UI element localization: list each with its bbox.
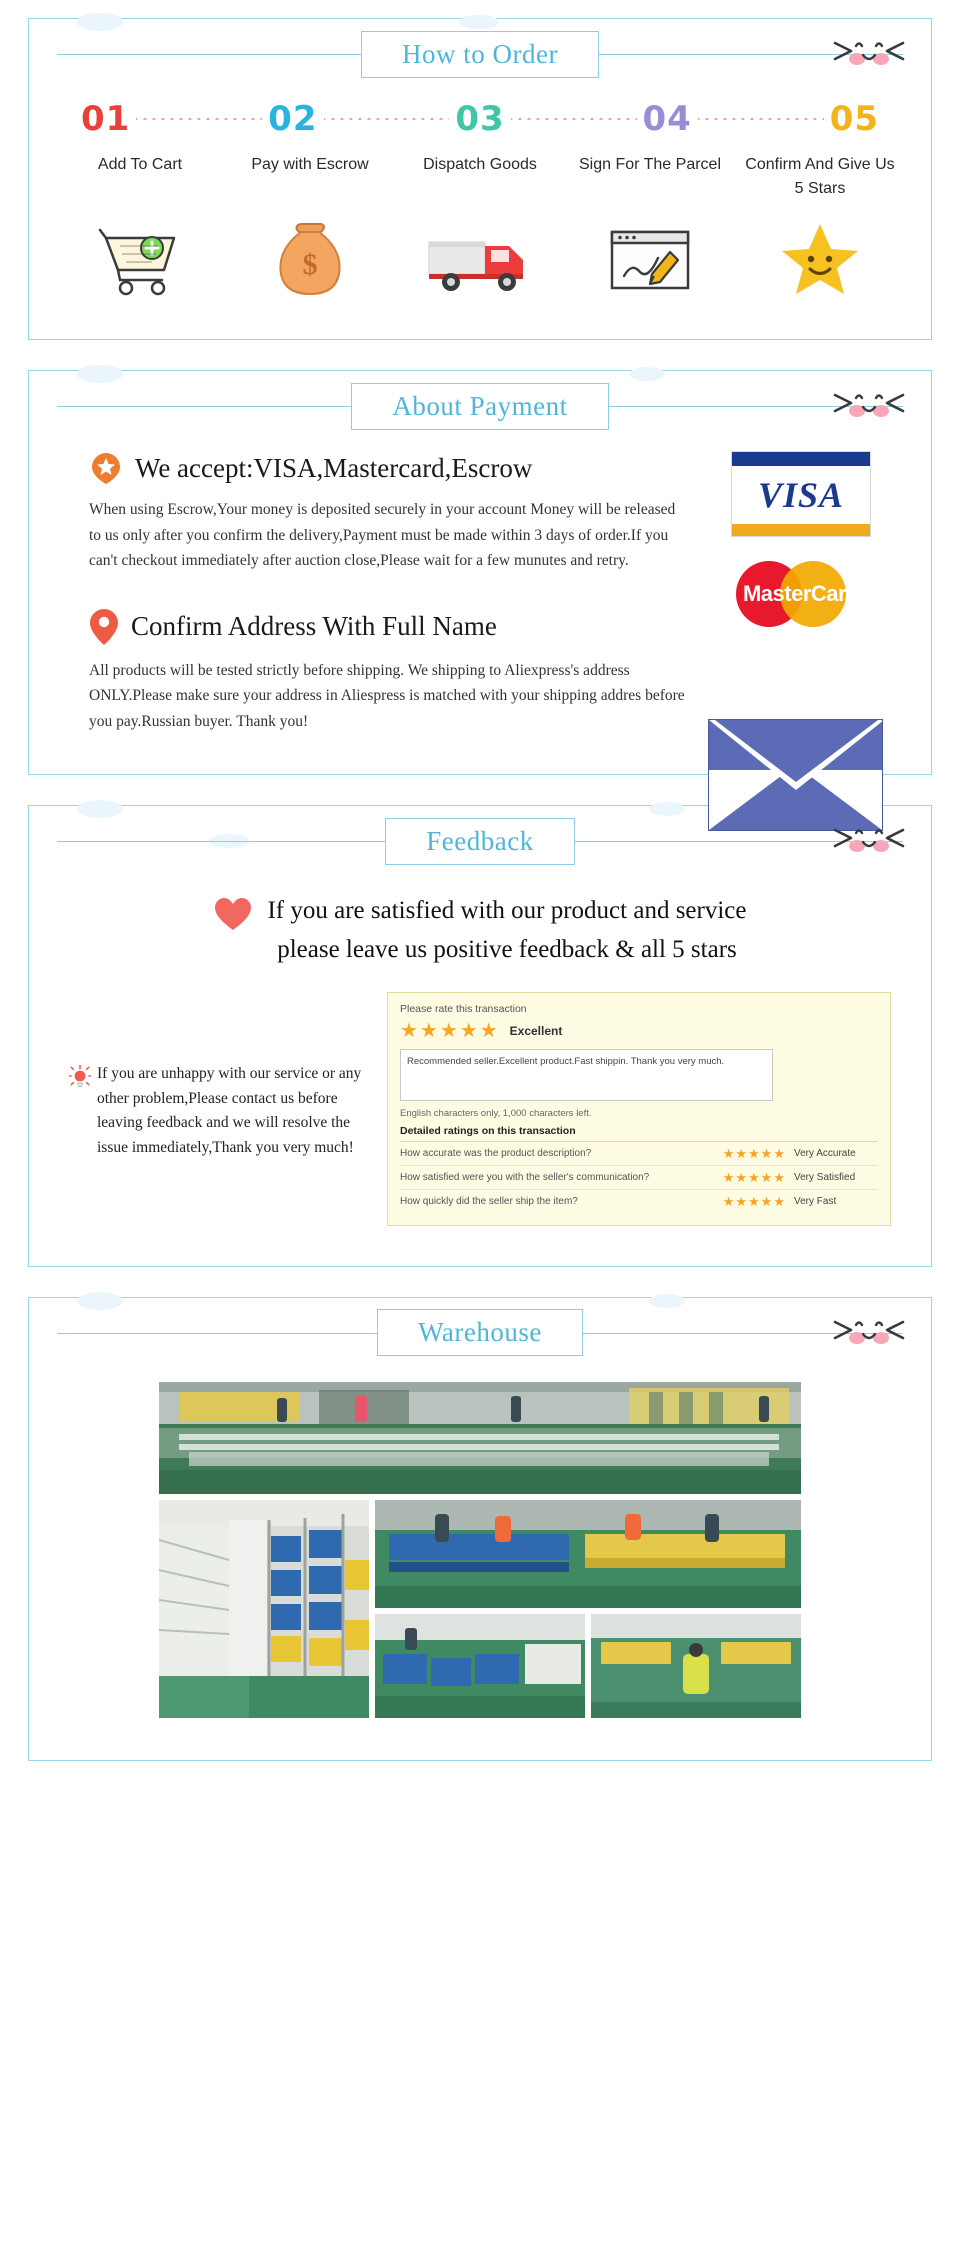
feedback-headline-line2: please leave us positive feedback & all 5 stars	[277, 936, 737, 964]
step-icon-wrap-3	[395, 215, 565, 305]
feedback-left-note	[69, 992, 369, 1161]
warehouse-photo-shelving-aisle	[159, 1500, 369, 1718]
feedback-headline-text	[267, 892, 746, 970]
dotted-connector	[698, 118, 824, 120]
rating-row-stars[interactable]: ★★★★★	[722, 1145, 786, 1161]
feedback-body	[29, 970, 931, 1266]
payment-heading-2: Confirm Address With Full Name	[131, 611, 497, 642]
smiley-face-icon	[829, 1312, 909, 1356]
smiling-star-icon	[778, 220, 862, 300]
rating-row-value: Very Satisfied	[794, 1171, 856, 1183]
rating-question: How satisfied were you with the seller's communication?	[400, 1171, 650, 1183]
section-how-to-order	[28, 18, 932, 340]
rating-prompt: Please rate this transaction	[400, 1002, 527, 1015]
delivery-truck-icon	[425, 224, 535, 296]
warehouse-photo-sorting-tables	[375, 1500, 801, 1608]
step-number-02: 02	[268, 99, 318, 139]
warehouse-photo-blue-bins	[375, 1614, 585, 1718]
step-number-01: 01	[81, 99, 131, 139]
step-icons-row	[29, 201, 931, 339]
section-title-how-to-order	[29, 19, 931, 89]
section-about-payment	[28, 370, 932, 775]
warehouse-row-2	[159, 1500, 801, 1718]
dotted-connector	[136, 118, 262, 120]
section-title-warehouse	[29, 1298, 931, 1368]
heart-icon	[213, 896, 253, 932]
step-number-04: 04	[642, 99, 692, 139]
rating-row-value: Very Fast	[794, 1195, 837, 1207]
rating-comment-textarea[interactable]: Recommended seller.Excellent product.Fast shippin. Thank you very much.	[400, 1049, 773, 1101]
feedback-rating-screenshot	[387, 992, 891, 1226]
feedback-headline-line1: If you are satisfied with our product and service	[267, 897, 747, 925]
rating-stars-row	[400, 1021, 878, 1041]
smiley-face-icon	[829, 33, 909, 77]
payment-heading-1: We accept:VISA,Mastercard,Escrow	[135, 452, 533, 483]
title-text: Feedback	[385, 818, 574, 865]
dotted-connector	[324, 118, 450, 120]
warehouse-photo-worker-vest	[591, 1614, 801, 1718]
rating-chars-note: English characters only, 1,000 characters left.	[400, 1107, 592, 1119]
step-icon-wrap-2	[225, 215, 395, 305]
section-feedback	[28, 805, 932, 1267]
warehouse-photo-grid	[29, 1368, 931, 1760]
step-icon-wrap-5	[735, 215, 905, 305]
visa-card-logo	[731, 451, 871, 537]
dotted-connector	[511, 118, 637, 120]
mastercard-logo	[731, 551, 871, 637]
shopping-cart-icon	[96, 222, 184, 298]
step-labels-row	[29, 139, 931, 201]
section-title-feedback	[29, 806, 931, 876]
warehouse-right-stack	[375, 1500, 801, 1718]
map-pin-icon	[89, 608, 119, 646]
rating-question: How accurate was the product description?	[400, 1147, 592, 1159]
title-text: How to Order	[361, 31, 599, 78]
payment-paragraph-2: All products will be tested strictly before shipping. We shipping to Aliexpress's address ONLY.Please make sure your address in Aliespress is matched with your shipping addres before you pay.Russian buyer. Thank you!	[89, 661, 685, 730]
rating-detail-row	[400, 1190, 878, 1213]
rating-row-value: Very Accurate	[794, 1147, 856, 1159]
warehouse-photo-packing-lines	[159, 1382, 801, 1494]
payment-body	[29, 441, 931, 774]
mastercard-label: MasterCard	[742, 581, 860, 606]
badge-star-icon	[89, 451, 123, 485]
smiley-face-icon	[829, 385, 909, 429]
sign-document-icon	[606, 224, 694, 296]
rating-row-stars[interactable]: ★★★★★	[722, 1193, 786, 1209]
warehouse-row-3	[375, 1614, 801, 1718]
visa-label: VISA	[757, 475, 845, 515]
step-label-2: Pay with Escrow	[251, 156, 369, 173]
feedback-headline	[29, 876, 931, 970]
rating-detail-row	[400, 1166, 878, 1190]
rating-row-stars[interactable]: ★★★★★	[722, 1169, 786, 1185]
title-text: About Payment	[351, 383, 608, 430]
payment-paragraph-1: When using Escrow,Your money is deposited securely in your account Money will be released to us only after you confirm the delivery,Payment must be made within 3 days of order.If you can't checkout immediately after auction close,Please wait for a few munutes and retry.	[89, 501, 676, 570]
rating-question: How quickly did the seller ship the item?	[400, 1195, 578, 1207]
money-bag-icon	[269, 220, 351, 300]
svg-text:$: $	[302, 248, 318, 281]
section-title-about-payment	[29, 371, 931, 441]
step-icon-wrap-1	[55, 215, 225, 305]
step-label-1: Add To Cart	[97, 156, 183, 173]
rating-detail-title: Detailed ratings on this transaction	[400, 1125, 878, 1142]
step-number-03: 03	[455, 99, 505, 139]
rating-stars[interactable]: ★★★★★	[400, 1019, 500, 1042]
step-icon-wrap-4	[565, 215, 735, 305]
smiley-face-icon	[829, 820, 909, 864]
rating-word: Excellent	[509, 1023, 563, 1038]
light-bulb-icon	[69, 1065, 91, 1091]
step-label-5: Confirm And Give Us 5 Stars	[745, 156, 895, 197]
rating-detail-row	[400, 1142, 878, 1166]
rating-card	[387, 992, 891, 1226]
feedback-left-note-text: If you are unhappy with our service or any other problem,Please contact us before leaving feedback and we will resolve the issue immediately,Thank you very much!	[97, 1064, 362, 1157]
title-text: Warehouse	[377, 1309, 583, 1356]
section-warehouse	[28, 1297, 932, 1761]
step-label-3: Dispatch Goods	[423, 156, 537, 173]
step-number-05: 05	[829, 99, 880, 139]
product-description-page	[0, 18, 960, 2268]
step-label-4: Sign For The Parcel	[579, 156, 721, 173]
step-numbers-row	[29, 89, 931, 139]
